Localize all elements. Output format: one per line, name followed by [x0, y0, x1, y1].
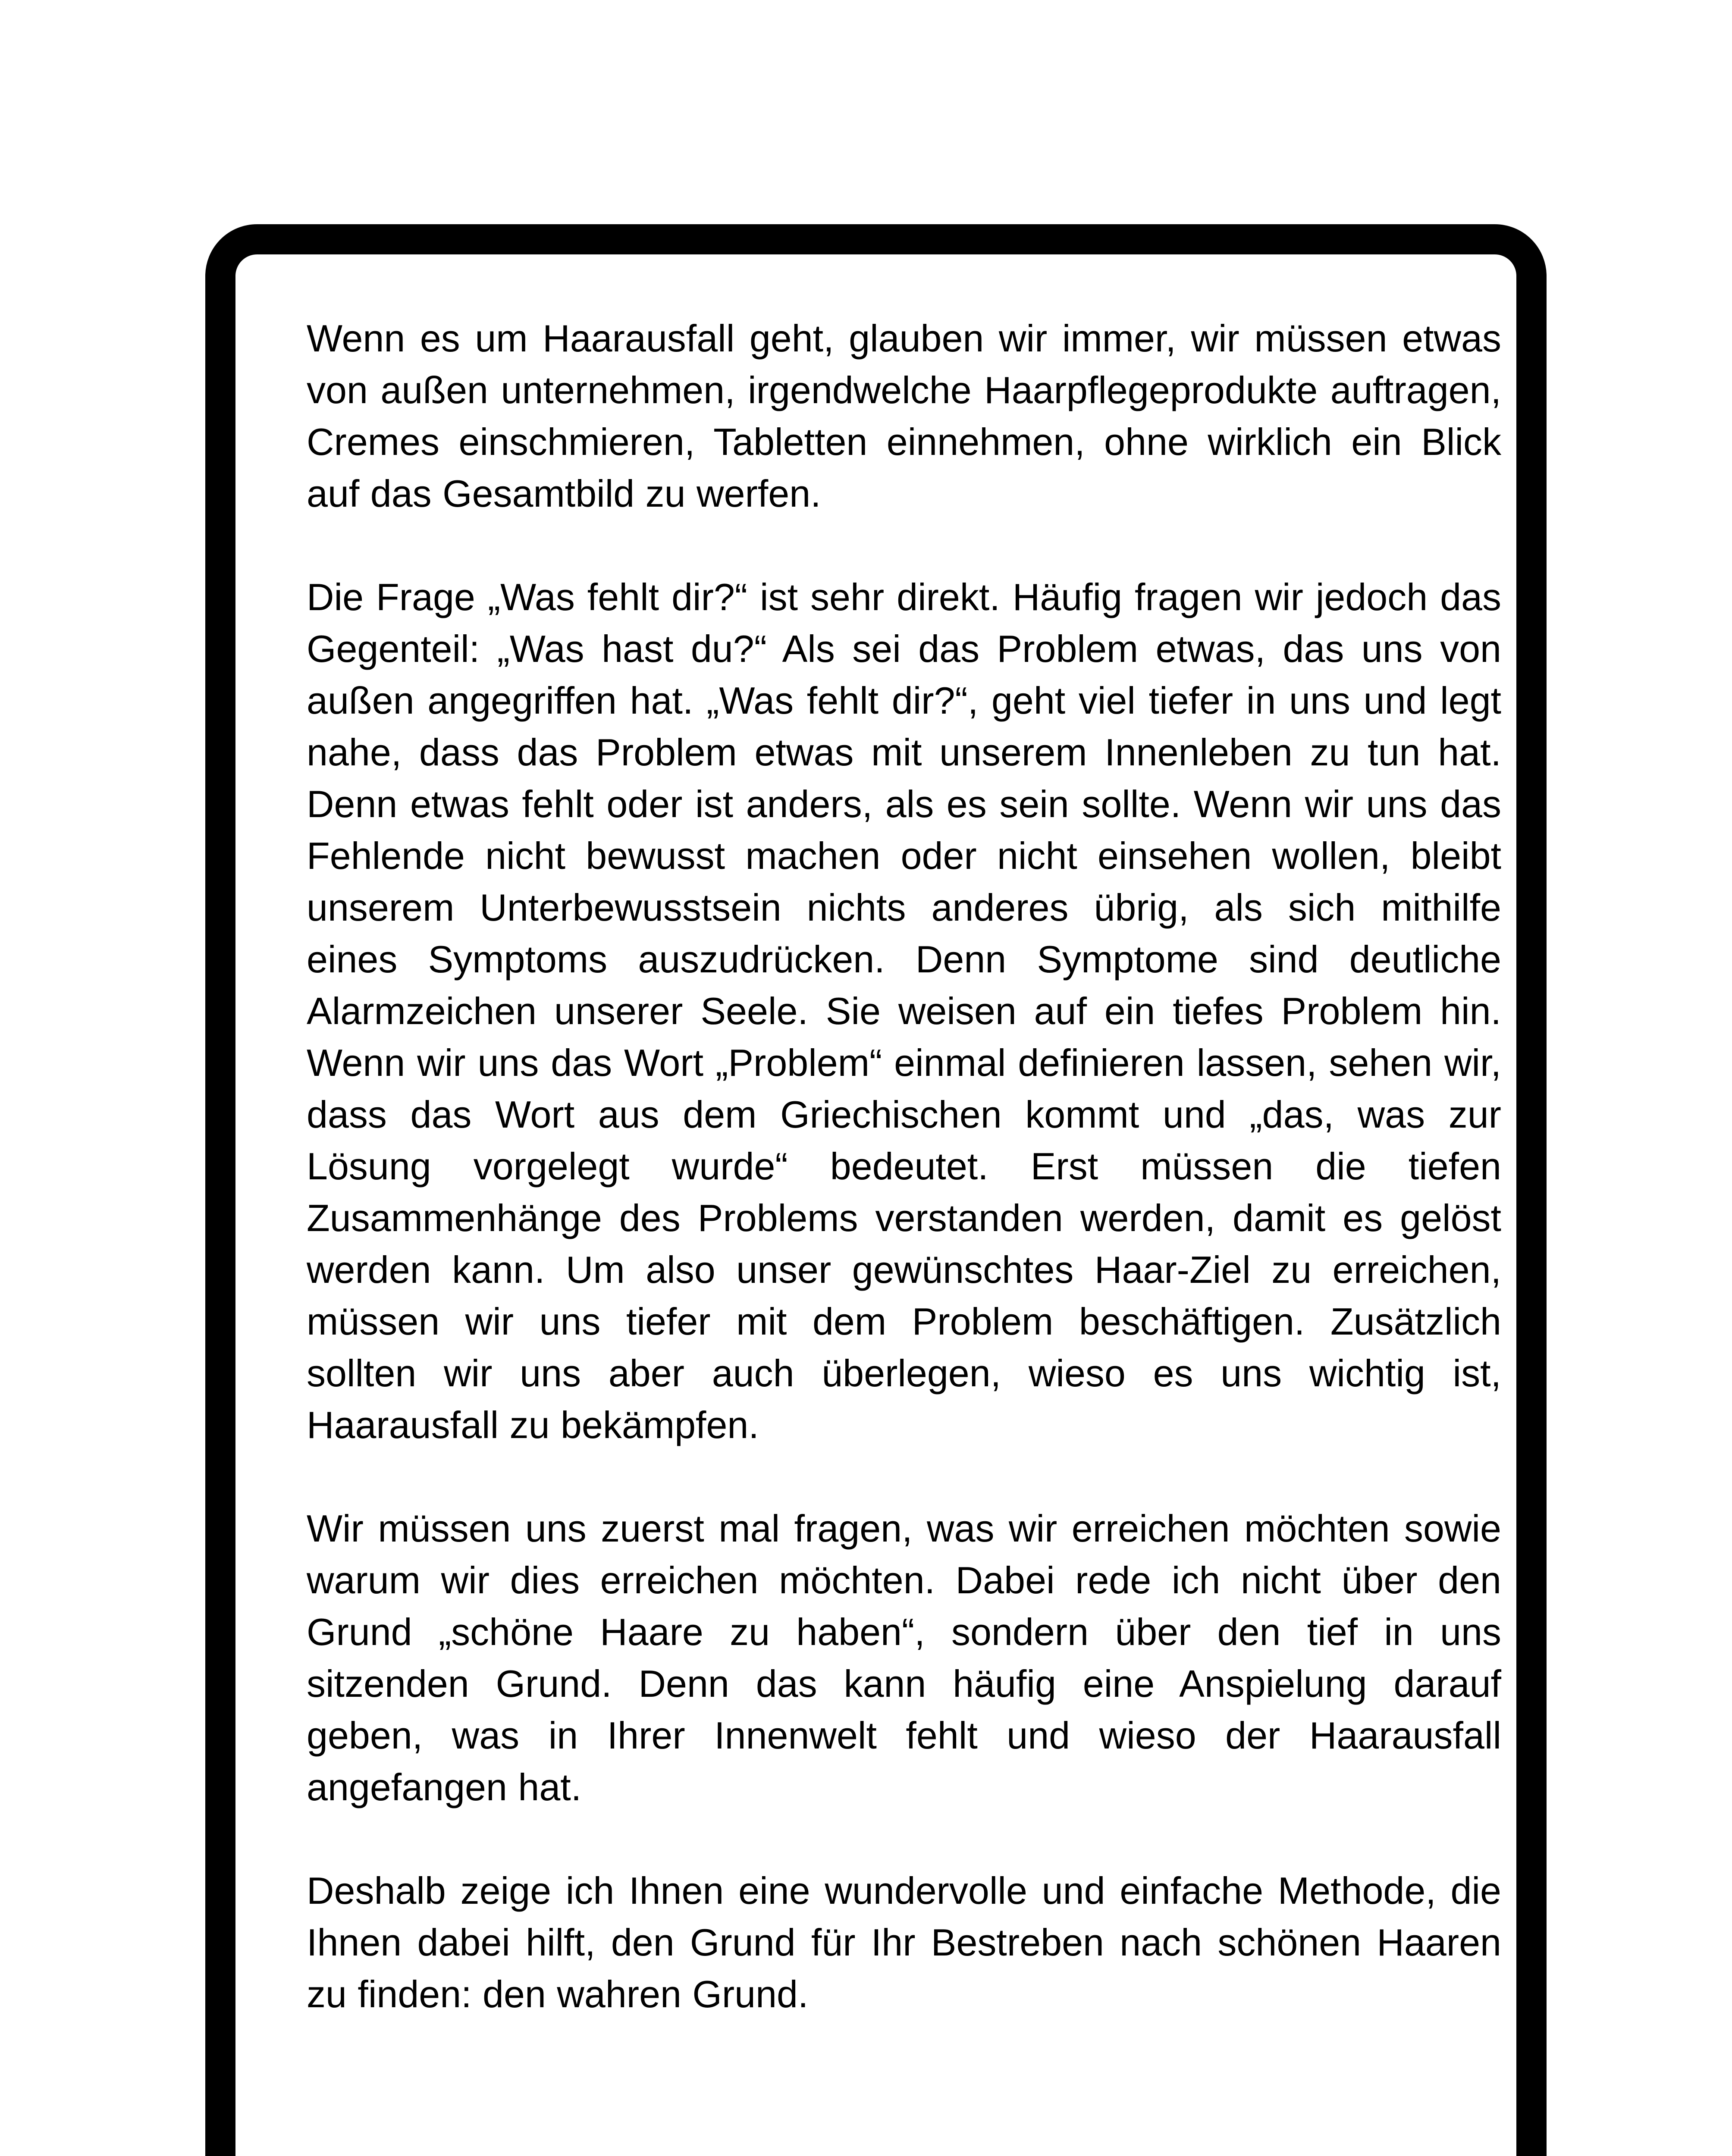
text-frame: [205, 224, 1547, 2156]
frame-content: [307, 313, 1501, 2072]
paragraph-4: Deshalb zeige ich Ihnen eine wundervolle und einfache Methode, die Ihnen dabei hilft, den Grund für Ihr Bestreben nach schönen Haaren zu finden: den wahren Grund.: [307, 1869, 1501, 2015]
paragraph-3: Wir müssen uns zuerst mal fragen, was wir erreichen möchten sowie warum wir dies erreichen möchten. Dabei rede ich nicht über den Grund „schöne Haare zu haben“, sondern über den tief in uns sitzenden Grund. Denn das kann häufig eine Anspielung darauf geben, was in Ihrer Innenwelt fehlt und wieso der Haarausfall angefangen hat.: [307, 1507, 1501, 1808]
paragraph-1: Wenn es um Haarausfall geht, glauben wir immer, wir müssen etwas von außen unternehmen, irgendwelche Haarpflegeprodukte auftragen, Cremes einschmieren, Tabletten einnehmen, ohne wirklich ein Blick auf das Gesamtbild zu werfen.: [307, 317, 1501, 515]
paragraph-2: Die Frage „Was fehlt dir?“ ist sehr direkt. Häufig fragen wir jedoch das Gegenteil: „Was hast du?“ Als sei das Problem etwas, das uns von außen angegriffen hat. „Was fehlt dir?“, geht viel tiefer in uns und legt nahe, dass das Problem etwas mit unserem Innenleben zu tun hat. Denn etwas fehlt oder ist anders, als es sein sollte. Wenn wir uns das Fehlende nicht bewusst machen oder nicht einsehen wollen, bleibt unserem Unterbewusstsein nichts anderes übrig, als sich mithilfe eines Symptoms auszudrücken. Denn Symptome sind deutliche Alarmzeichen unserer Seele. Sie weisen auf ein tiefes Problem hin. Wenn wir uns das Wort „Problem“ einmal definieren lassen, sehen wir, dass das Wort aus dem Griechischen kommt und „das, was zur Lösung vorgelegt wurde“ bedeutet. Erst müssen die tiefen Zusammenhänge des Problems verstanden werden, damit es gelöst werden kann. Um also unser gewünschtes Haar-Ziel zu erreichen, müssen wir uns tiefer mit dem Problem beschäftigen. Zusätzlich sollten wir uns aber auch überlegen, wieso es uns wichtig ist, Haarausfall zu bekämpfen.: [307, 576, 1501, 1446]
